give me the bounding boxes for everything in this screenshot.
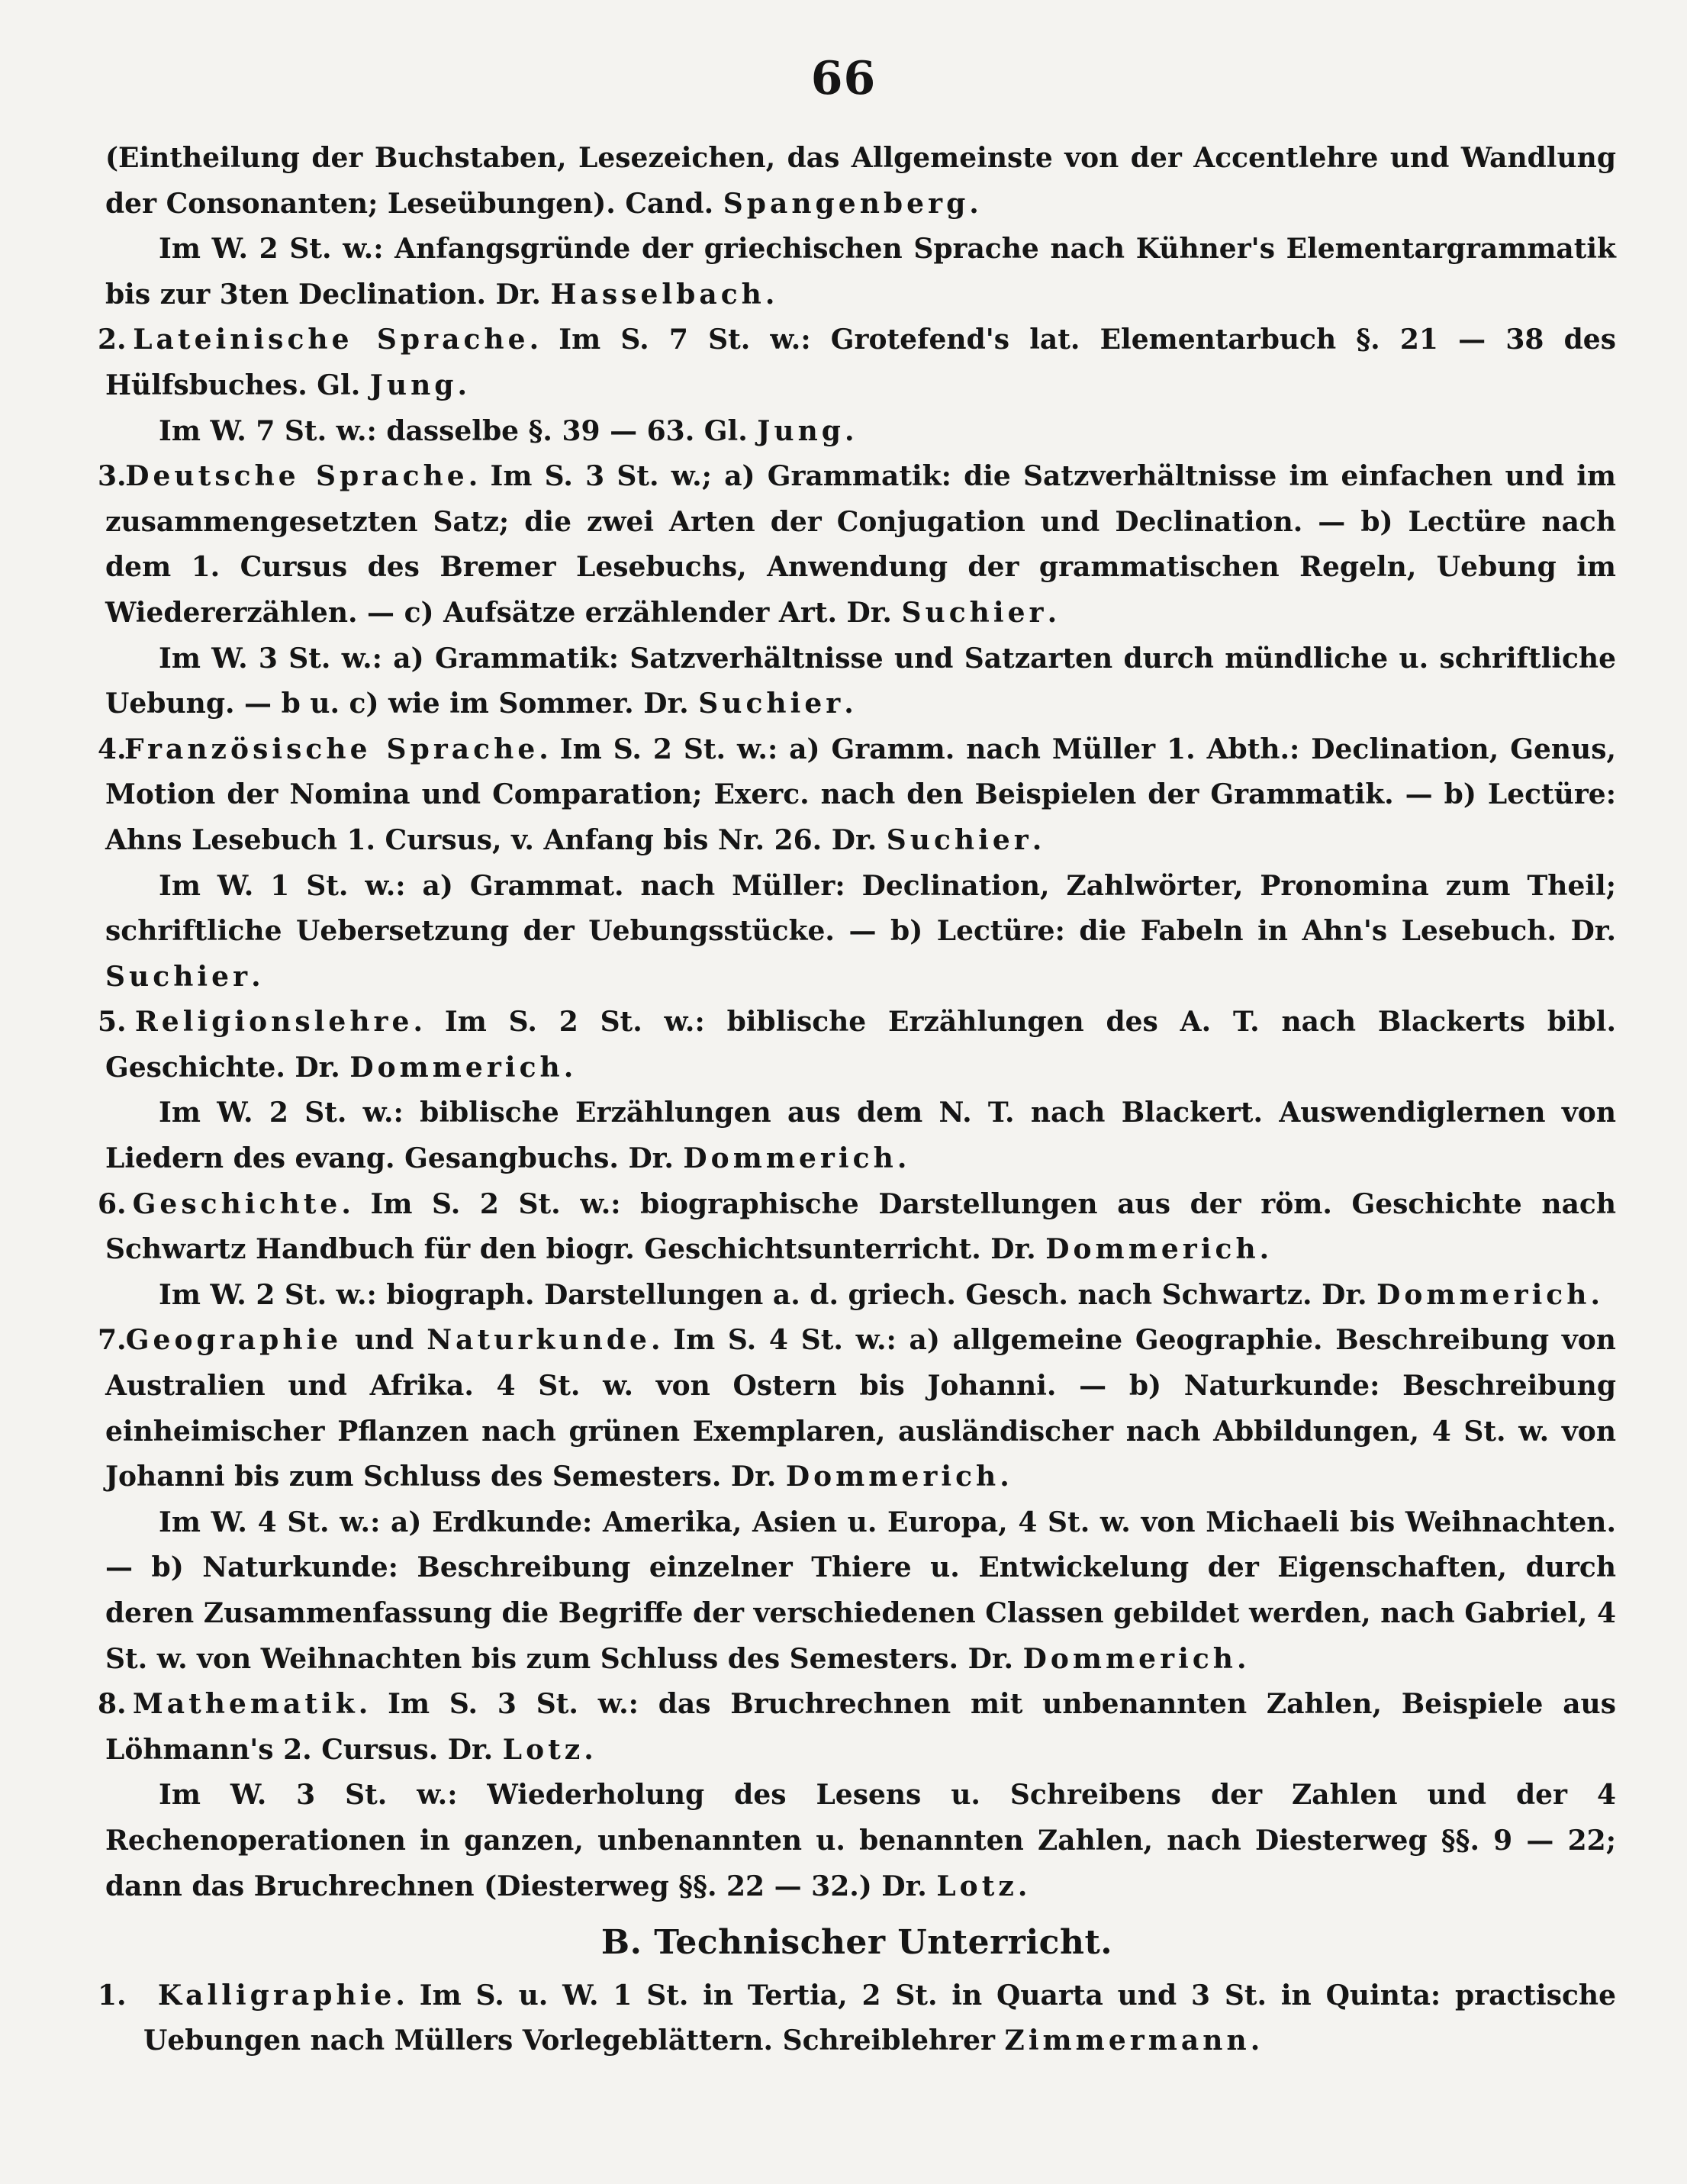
teacher-name: Hasselbach <box>550 278 765 311</box>
subject-winter-history: Im W. 2 St. w.: biograph. Darstellungen a. d. griech. Gesch. nach Schwartz. Dr. Dommerich. <box>159 1278 1601 1311</box>
teacher-name: Zimmermann <box>1004 2025 1251 2057</box>
subject-name: Geschichte <box>132 1187 342 1220</box>
section-heading-technical: B. Technischer Unterricht. <box>600 1923 1113 1963</box>
teacher-name: Suchier <box>698 688 845 720</box>
item-number: 4. <box>98 733 127 765</box>
teacher-name: Dommerich <box>683 1142 897 1175</box>
teacher-name: Suchier <box>901 596 1048 629</box>
teacher-name: Jung <box>757 414 845 447</box>
item-number: 2. <box>98 324 127 356</box>
teacher-name: Lotz <box>502 1733 584 1766</box>
teacher-name: Dommerich <box>349 1051 564 1084</box>
teacher-name: Dommerich <box>1022 1642 1237 1675</box>
item-number: 5. <box>98 1006 127 1039</box>
subject-item-geography: 7. Geographie und Naturkunde. Im S. 4 St. w.: a) allgemeine Geographie. Beschreibung von Australien und Afrika. 4 St. w. von Ostern bis Johanni. — b) Naturkunde: Beschreibung einheimischer Pflanzen nach grünen Exemplaren, ausländischer nach Abbildungen, 4 St. w. von Johanni bis zum Schluss des Semesters. Dr. Dommerich. <box>98 1318 1616 1499</box>
teacher-name: Suchier <box>886 823 1032 856</box>
subject-name: Religionslehre <box>134 1006 414 1039</box>
teacher-name: Dommerich <box>1376 1278 1591 1311</box>
subject-item-french: 4. Französische Sprache. Im S. 2 St. w.: a) Gramm. nach Müller 1. Abth.: Declination, Genus, Motion der Nomina und Comparation; Exerc. nach den Beispielen der Grammatik. — b) Lectüre: Ahns Lesebuch 1. Cursus, v. Anfang bis Nr. 26. Dr. Suchier. <box>98 727 1616 864</box>
subject-name: Naturkunde <box>427 1324 651 1357</box>
subject-winter-geography: Im W. 4 St. w.: a) Erdkunde: Amerika, Asien u. Europa, 4 St. w. von Michaeli bis Weihnachten. — b) Naturkunde: Beschreibung einzelner Thiere u. Entwickelung der Eigenschaften, durch deren Zusammenfassung die Begriffe der verschiedenen Classen gebildet werden, nach Gabriel, 4 St. w. von Weihnachten bis zum Schluss des Semesters. Dr. Dommerich. <box>105 1506 1616 1675</box>
subject-winter-religion: Im W. 2 St. w.: biblische Erzählungen aus dem N. T. nach Blackert. Auswendiglernen von Liedern des evang. Gesangbuchs. Dr. Dommerich. <box>105 1097 1616 1175</box>
page-number: 66 <box>810 52 877 105</box>
subject-name: Französische Sprache <box>124 733 539 765</box>
subject-name: Geographie <box>125 1324 343 1357</box>
intro-winter-greek: Im W. 2 St. w.: Anfangsgründe der griechischen Sprache nach Kühner's Elementargrammatik bis zur 3ten Declination. Dr. Hasselbach. <box>105 233 1616 311</box>
subject-item-german: 3. Deutsche Sprache. Im S. 3 St. w.; a) Grammatik: die Satzverhältnisse im einfachen und im zusammengesetzten Satz; die zwei Arten der Conjugation und Declination. — b) Lectüre nach dem 1. Cursus des Bremer Lesebuchs, Anwendung der grammatischen Regeln, Uebung im Wiedererzählen. — c) Aufsätze erzählender Art. Dr. Suchier. <box>98 454 1616 636</box>
subject-name: Mathematik <box>132 1688 359 1721</box>
teacher-name: Spangenberg <box>723 187 970 220</box>
subject-item-religion: 5. Religionslehre. Im S. 2 St. w.: biblische Erzählungen des A. T. nach Blackerts bibl. Geschichte. Dr. Dommerich. <box>98 1000 1616 1090</box>
subject-name: Lateinische Sprache <box>133 324 530 356</box>
page-body <box>98 136 1616 2064</box>
item-number: 6. <box>98 1187 127 1220</box>
item-number: 8. <box>98 1688 127 1721</box>
subject-item-history: 6. Geschichte. Im S. 2 St. w.: biographische Darstellungen aus der röm. Geschichte nach Schwartz Handbuch für den biogr. Geschichtsunterricht. Dr. Dommerich. <box>98 1182 1616 1273</box>
subject-name: Kalligraphie <box>157 1979 396 2012</box>
subject-item-calligraphy: 1. Kalligraphie. Im S. u. W. 1 St. in Tertia, 2 St. in Quarta und 3 St. in Quinta: practische Uebungen nach Müllers Vorlegeblättern. Schreiblehrer Zimmermann. <box>98 1973 1616 2064</box>
intro-continuation: (Eintheilung der Buchstaben, Lesezeichen, das Allgemeinste von der Accentlehre und Wandlung der Consonanten; Leseübungen). Cand. Spangenberg. <box>105 142 1616 220</box>
subject-winter-french: Im W. 1 St. w.: a) Grammat. nach Müller: Declination, Zahlwörter, Pronomina zum Theil; schriftliche Uebersetzung der Uebungsstücke. — b) Lectüre: die Fabeln in Ahn's Lesebuch. Dr. Suchier. <box>105 869 1616 993</box>
item-number: 1. <box>98 1979 127 2012</box>
item-number: 7. <box>98 1324 127 1357</box>
teacher-name: Suchier <box>105 960 252 993</box>
subject-item-latin: 2. Lateinische Sprache. Im S. 7 St. w.: Grotefend's lat. Elementarbuch §. 21 — 38 des Hülfsbuches. Gl. Jung. <box>98 317 1616 408</box>
teacher-name: Dommerich <box>1045 1233 1260 1266</box>
teacher-name: Lotz <box>936 1870 1018 1902</box>
teacher-name: Jung <box>369 369 458 401</box>
subject-item-mathematics: 8. Mathematik. Im S. 3 St. w.: das Bruchrechnen mit unbenannten Zahlen, Beispiele aus Löhmann's 2. Cursus. Dr. Lotz. <box>98 1682 1616 1773</box>
subject-winter-mathematics: Im W. 3 St. w.: Wiederholung des Lesens u. Schreibens der Zahlen und der 4 Rechenoperationen in ganzen, unbenannten u. benannten Zahlen, nach Diesterweg §§. 9 — 22; dann das Bruchrechnen (Diesterweg §§. 22 — 32.) Dr. Lotz. <box>105 1779 1616 1902</box>
subject-name: Deutsche Sprache <box>125 460 468 493</box>
subject-winter-german: Im W. 3 St. w.: a) Grammatik: Satzverhältnisse und Satzarten durch mündliche u. schriftliche Uebung. — b u. c) wie im Sommer. Dr. Suchier. <box>105 642 1616 720</box>
teacher-name: Dommerich <box>785 1461 1000 1493</box>
item-number: 3. <box>98 460 127 493</box>
subject-winter-latin: Im W. 7 St. w.: dasselbe §. 39 — 63. Gl. Jung. <box>159 414 855 447</box>
